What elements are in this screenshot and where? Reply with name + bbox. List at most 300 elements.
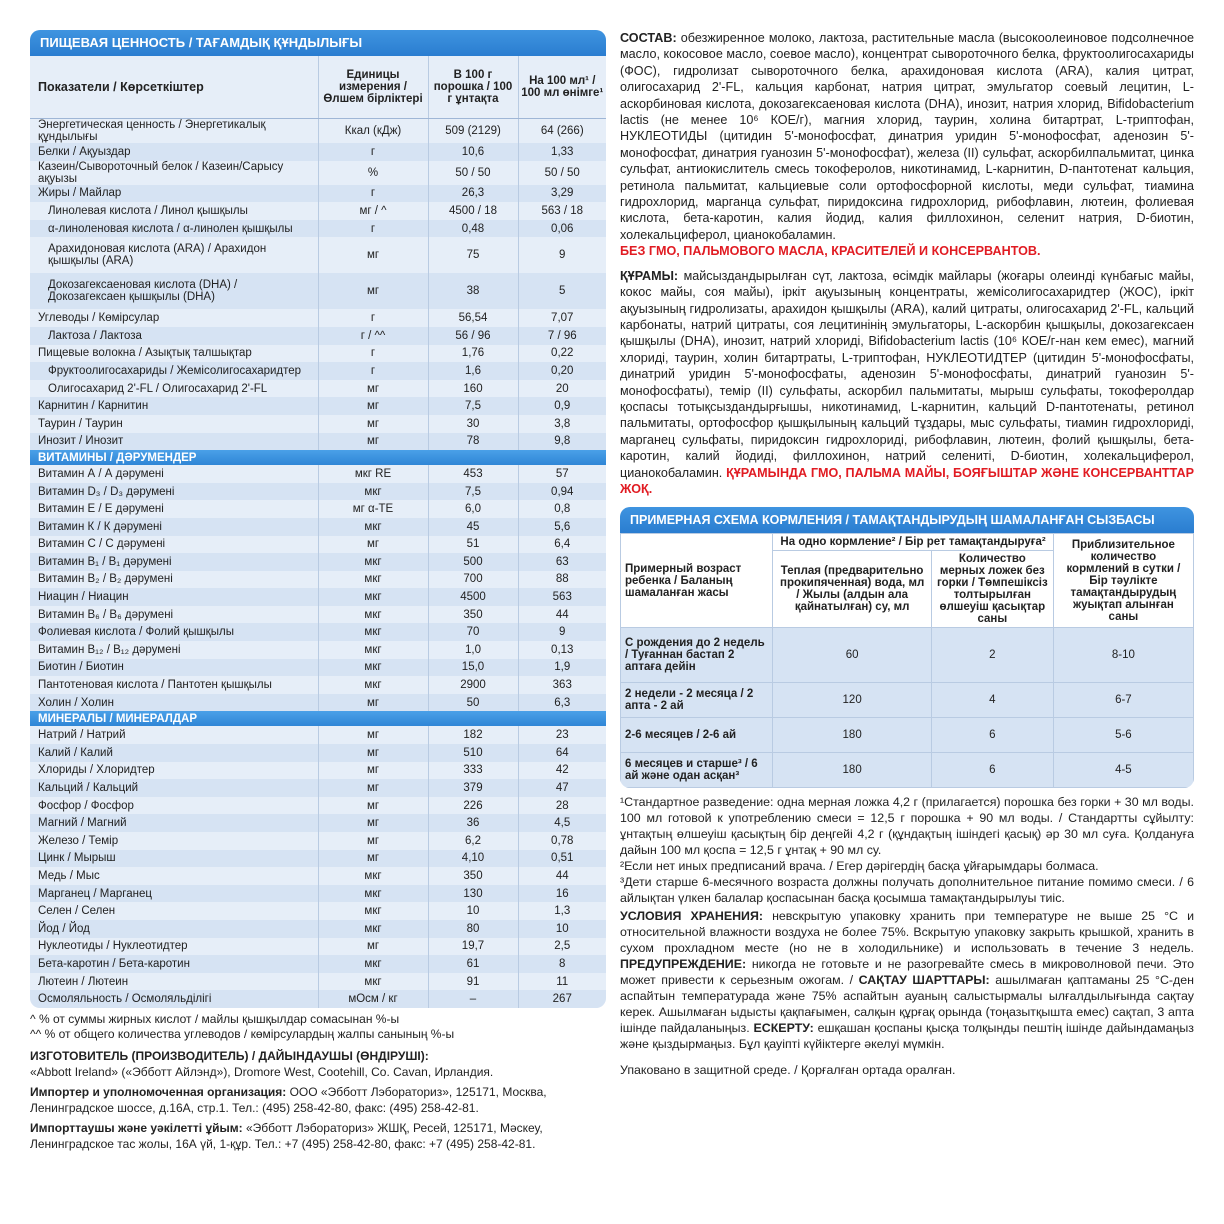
nutrition-row	[30, 380, 606, 398]
feed-spoons: 4	[931, 683, 1053, 718]
nutrient-name: Витамин B₂ / B₂ дәрумені	[38, 573, 173, 586]
nutrient-per100g: 4500 / 18	[428, 202, 518, 220]
nutrition-row	[30, 623, 606, 641]
nutrient-name: Йод / Йод	[30, 920, 318, 938]
nutrient-per100ml: 363	[518, 676, 606, 694]
minerals-section-label: МИНЕРАЛЫ / МИНЕРАЛДАР	[30, 711, 606, 726]
importer-kz-text: «Эбботт Лэбораториз» ЖШҚ, Ресей, 125171, Мәскеу, Ленинградское тас жолы, 16А үй, 1-құр. Тел.: +7 (495) 258-42-80, факс: +7 (495) 258-42-81.	[30, 1120, 543, 1151]
nutrient-per100g: 1,76	[428, 345, 518, 363]
header-per100ml: На 100 мл¹ / 100 мл өнімге¹	[518, 56, 606, 119]
nutrition-row	[30, 762, 606, 780]
note-fatty-acids: ^ % от суммы жирных кислот / майлы қышқылдар сомасынан %-ы	[30, 1011, 400, 1026]
nutrition-row	[30, 885, 606, 903]
header-unit: Единицы измерения / Өлшем бірліктері	[318, 56, 428, 119]
nutrient-unit: мг / ^	[318, 202, 428, 220]
importer-kz-label: Импорттаушы және уәкілетті ұйым:	[30, 1120, 243, 1135]
storage-kz-text: ашылмаған қаптаманы 25 °С-ден аспайтын температурада және 75% аспайтын ауаның салыстырмалы ылғалдылығында сақтау керек. Ашылмаған ыдысты қақпағымен, салқын құрғақ орында (тоңазытқышта емес) сақтап, 3 апта ішінде пайдаланыңыз.	[620, 973, 1194, 1036]
nutrient-unit: мг	[318, 797, 428, 815]
composition-ru-label: СОСТАВ:	[620, 31, 677, 45]
nutrient-per100ml: 0,13	[518, 641, 606, 659]
nutrient-per100ml: 10	[518, 920, 606, 938]
nutrition-row	[30, 143, 606, 161]
nutrient-unit: мг	[318, 814, 428, 832]
nutrient-per100ml: 1,3	[518, 902, 606, 920]
nutrient-per100ml: 4,5	[518, 814, 606, 832]
nutrition-body	[30, 119, 606, 1008]
nutrient-per100g: 130	[428, 885, 518, 903]
feed-header-age: Примерный возраст ребенка / Баланың шамаланған жасы	[621, 534, 773, 628]
nutrient-per100ml: 64	[518, 744, 606, 762]
nutrition-row	[30, 867, 606, 885]
nutrient-unit: мкг	[318, 902, 428, 920]
nutrient-per100g: 51	[428, 536, 518, 554]
nutrition-row	[30, 694, 606, 712]
feed-header-one: На одно кормление² / Бір рет тамақтандыруға²	[773, 534, 1053, 551]
nutrient-name: Витамин B₆ / B₆ дәрумені	[38, 608, 174, 621]
nutrient-per100ml: 0,94	[518, 483, 606, 501]
nutrient-name: Осмоляльность / Осмоляльділігі	[30, 990, 318, 1008]
nutrition-row	[30, 161, 606, 185]
nutrition-row	[30, 814, 606, 832]
nutrient-per100ml: 28	[518, 797, 606, 815]
nutrient-unit: мг	[318, 433, 428, 451]
composition-kz	[620, 268, 1194, 498]
nutrient-per100g: 19,7	[428, 938, 518, 956]
feeding-row	[621, 718, 1194, 753]
vitamins-section-label: ВИТАМИНЫ / ДӘРУМЕНДЕР	[30, 450, 606, 465]
feeding-row	[621, 628, 1194, 683]
nutrient-per100g: 56,54	[428, 309, 518, 327]
nutrient-unit: мкг	[318, 955, 428, 973]
nutrient-per100g: 10	[428, 902, 518, 920]
nutrient-per100ml: 0,51	[518, 850, 606, 868]
nutrition-row	[30, 202, 606, 220]
nutrient-per100ml: 23	[518, 726, 606, 744]
importer-ru-text: ООО «Эбботт Лэбораториз», 125171, Москва, Ленинградское шоссе, д.16А, стр.1. Тел.: (495) 258-42-80, факс: (495) 258-42-81.	[30, 1084, 547, 1115]
nutrition-row	[30, 397, 606, 415]
nutrient-per100g: 6,2	[428, 832, 518, 850]
composition-kz-warning: ҚҰРАМЫНДА ГМО, ПАЛЬМА МАЙЫ, БОЯҒЫШТАР ЖӘНЕ КОНСЕРВАНТТАР ЖОҚ.	[620, 465, 1194, 496]
nutrient-per100g: 226	[428, 797, 518, 815]
nutrient-name: Ниацин / Ниацин	[30, 588, 318, 606]
nutrient-per100ml: 5	[518, 273, 606, 309]
nutrient-name: Арахидоновая кислота (ARA) / Арахидон қышқылы (ARA)	[48, 243, 267, 268]
nutrient-unit: мкг	[318, 588, 428, 606]
nutrient-unit: мг	[318, 832, 428, 850]
nutrient-name: Витамин B₁ / B₁ дәрумені	[30, 553, 318, 571]
nutrient-per100g: 75	[428, 237, 518, 273]
nutrient-unit: мг	[318, 726, 428, 744]
nutrition-row	[30, 676, 606, 694]
feed-water: 120	[773, 683, 931, 718]
nutrient-unit: мкг	[318, 606, 428, 624]
nutrient-unit: мкг	[318, 973, 428, 991]
right-column	[620, 30, 1194, 1078]
vitamins-section	[30, 450, 606, 465]
nutrient-per100ml: 7 / 96	[518, 327, 606, 345]
nutrient-name: Энергетическая ценность / Энергетикалық құндылығы	[38, 119, 266, 143]
nutrient-per100ml: 7,07	[518, 309, 606, 327]
nutrient-unit: мкг	[318, 553, 428, 571]
nutrition-row	[30, 220, 606, 238]
nutrient-per100ml: 0,8	[518, 500, 606, 518]
nutrient-name: Марганец / Марганец	[30, 885, 318, 903]
feed-count: 4-5	[1053, 753, 1193, 788]
nutrient-per100g: 1,0	[428, 641, 518, 659]
nutrient-name: Казеин/Сывороточный белок / Казеин/Сарысу ақуызы	[38, 160, 284, 185]
nutrient-name: Калий / Калий	[30, 744, 318, 762]
nutrient-per100ml: 47	[518, 779, 606, 797]
nutrition-title: ПИЩЕВАЯ ЦЕННОСТЬ / ТАҒАМДЫҚ ҚҰНДЫЛЫҒЫ	[30, 30, 606, 56]
nutrient-per100ml: 267	[518, 990, 606, 1008]
nutrient-per100ml: 0,20	[518, 362, 606, 380]
nutrient-unit: мг	[318, 380, 428, 398]
nutrition-row	[30, 273, 606, 309]
composition-ru-warning: БЕЗ ГМО, ПАЛЬМОВОГО МАСЛА, КРАСИТЕЛЕЙ И КОНСЕРВАНТОВ.	[620, 244, 1041, 259]
nutrition-row	[30, 553, 606, 571]
nutrition-row	[30, 536, 606, 554]
nutrition-row	[30, 990, 606, 1008]
nutrient-unit: мкг	[318, 867, 428, 885]
nutrient-name: Витамин D₃ / D₃ дәрумені	[30, 483, 318, 501]
nutrient-per100g: 0,48	[428, 220, 518, 238]
nutrient-name: Нуклеотиды / Нуклеотидтер	[38, 940, 188, 953]
feed-spoons: 6	[931, 753, 1053, 788]
feed-spoons: 6	[931, 718, 1053, 753]
nutrient-name: Витамин Е / Е дәрумені	[38, 503, 164, 516]
nutrient-name: Натрий / Натрий	[38, 729, 126, 742]
nutrition-row	[30, 920, 606, 938]
composition-kz-label: ҚҰРАМЫ:	[620, 268, 679, 283]
nutrient-name: Олигосахарид 2'-FL / Олигосахарид 2'-FL	[48, 382, 268, 395]
nutrient-unit: мг	[318, 744, 428, 762]
nutrient-name: Белки / Ақуыздар	[30, 143, 318, 161]
nutrient-unit: мкг RE	[318, 465, 428, 483]
nutrient-per100ml: 2,5	[518, 938, 606, 956]
nutrition-row	[30, 571, 606, 589]
feed-age: 2 недели - 2 месяца / 2 апта - 2 ай	[621, 683, 773, 718]
nutrient-unit: %	[318, 161, 428, 185]
nutrient-name: Медь / Мыс	[38, 869, 100, 882]
nutrient-per100g: 509 (2129)	[428, 119, 518, 144]
importer-kz	[30, 1120, 606, 1152]
nutrient-per100g: 7,5	[428, 397, 518, 415]
nutrition-row	[30, 832, 606, 850]
nutrition-row	[30, 518, 606, 536]
nutrient-per100ml: 9	[518, 237, 606, 273]
nutrient-unit: мОсм / кг	[318, 990, 428, 1008]
nutrient-per100ml: 0,78	[518, 832, 606, 850]
nutrient-unit: мг	[318, 536, 428, 554]
nutrient-per100g: 45	[428, 518, 518, 536]
feeding-row	[621, 753, 1194, 788]
feed-water: 60	[773, 628, 931, 683]
footnote-2: ²Если нет иных предписаний врача. / Егер дәрігердің басқа ұйғарымдары болмаса.	[620, 859, 1099, 874]
feed-spoons: 2	[931, 628, 1053, 683]
nutrient-per100g: 15,0	[428, 659, 518, 677]
nutrient-per100g: 4,10	[428, 850, 518, 868]
feeding-title: ПРИМЕРНАЯ СХЕМА КОРМЛЕНИЯ / ТАМАҚТАНДЫРУДЫҢ ШАМАЛАНҒАН СЫЗБАСЫ	[620, 507, 1194, 533]
nutrient-unit: мг	[318, 273, 428, 309]
nutrition-row	[30, 500, 606, 518]
nutrient-per100g: 379	[428, 779, 518, 797]
nutrient-name: Докозагексаеновая кислота (DHA) / Докозагексаен қышқылы (DHA)	[30, 273, 318, 309]
nutrient-name: Магний / Магний	[30, 814, 318, 832]
nutrient-per100ml: 0,9	[518, 397, 606, 415]
nutrient-name: Карнитин / Карнитин	[30, 397, 318, 415]
nutrient-per100g: 30	[428, 415, 518, 433]
nutrient-unit: г	[318, 345, 428, 363]
nutrient-per100g: 350	[428, 867, 518, 885]
nutrition-row	[30, 465, 606, 483]
feed-count: 6-7	[1053, 683, 1193, 718]
nutrient-per100g: 80	[428, 920, 518, 938]
nutrient-per100ml: 8	[518, 955, 606, 973]
nutrition-row	[30, 973, 606, 991]
nutrient-per100ml: 9	[518, 623, 606, 641]
nutrition-row	[30, 327, 606, 345]
nutrient-name: Пантотеновая кислота / Пантотен қышқылы	[38, 679, 272, 692]
nutrition-row	[30, 779, 606, 797]
nutrient-per100ml: 16	[518, 885, 606, 903]
nutrition-row	[30, 659, 606, 677]
nutrient-name: Хлориды / Хлоридтер	[38, 764, 155, 777]
nutrient-unit: мкг	[318, 641, 428, 659]
nutrient-per100ml: 63	[518, 553, 606, 571]
nutrient-per100g: 50	[428, 694, 518, 712]
feed-age: 2-6 месяцев / 2-6 ай	[621, 718, 773, 753]
nutrient-per100g: 38	[428, 273, 518, 309]
nutrient-per100ml: 42	[518, 762, 606, 780]
nutrient-name: Витамин К / К дәрумені	[30, 518, 318, 536]
feeding-body	[621, 628, 1194, 788]
nutrient-per100ml: 1,9	[518, 659, 606, 677]
nutrient-per100ml: 563 / 18	[518, 202, 606, 220]
nutrient-per100g: 4500	[428, 588, 518, 606]
nutrition-row	[30, 433, 606, 451]
nutrition-row	[30, 345, 606, 363]
nutrient-per100ml: 1,33	[518, 143, 606, 161]
nutrient-per100g: 78	[428, 433, 518, 451]
packed-note: Упаковано в защитной среде. / Қорғалған ортада оралған.	[620, 1063, 956, 1078]
nutrient-per100g: 50 / 50	[428, 161, 518, 185]
nutrient-per100g: 333	[428, 762, 518, 780]
footnote-1: ¹Стандартное разведение: одна мерная ложка 4,2 г (прилагается) порошка без горки + 30 мл воды. 100 мл готовой к употреблению смеси = 12,5 г порошка + 90 мл воды. / Стандартты сұйылту: ұнтақтың өлшеуіш қасықтың бір деңгейі 4,2 г (құндақтың ішіндегі қасық) әр 30 мл суға. Қолдануға дайын 100 мл қоспа = 12,5 г ұнтақ + 90 мл су.	[620, 795, 1194, 858]
nutrient-per100ml: 3,8	[518, 415, 606, 433]
feed-count: 5-6	[1053, 718, 1193, 753]
storage-block	[620, 908, 1194, 1052]
composition-ru	[620, 30, 1194, 260]
nutrient-name: Таурин / Таурин	[38, 417, 123, 430]
nutrient-name: α-линоленовая кислота / α-линолен қышқылы	[30, 220, 318, 238]
nutrient-name: Лютеин / Лютеин	[38, 975, 129, 988]
nutrition-row	[30, 483, 606, 501]
nutrient-unit: мкг	[318, 676, 428, 694]
composition-kz-text: майсыздандырылған сүт, лактоза, өсімдік майлары (жоғары олеинді күнбағыс майы, кокос майы, соя майы), іркіт ақуызының концентраты, жемісолигосахаридтер (ЖОС), іркіт ақуызының гидролизаты, арахидон қышқылы (ARA), калий цитраты, олигосахарид 2'-FL, кальций карбонаты, натрий цитраты, соя лецитинінің эмульгаторы, L-аскорбин қышқылы, докозагексаен қышқылы (DHA), инозит, натрий хлориді, Bifidobacterium lactis (10⁶ КОЕ/г-нан кем емес), магний хлориді, таурин, холин битартраты, L-триптофан, НУКЛЕОТИДТЕР (цитидин 5'-монофосфаты, динатрий уридин 5'-монофосфаты, аденозин 5'-монофосфаты, динатрий гуанозин 5'-монофосфаты), темір (II) сульфаты, аскорбил пальмитаты, мырыш сульфаты, токоферолдар қоспасы тотықсыздандырғышы, никотинамид, L-карнитин, кальций D-пантотенаты, ретинол пальмитаты, ортофосфор қышқылының кальций тұздары, мыс сульфаты, тиамин гидрохлориді, марганец сульфаты, пиридоксин гидрохлориді, рибофлавин, лютеин, фолий қышқылы, бета-каротин, калий йодиді, филлохинон, натрий селениті, D-биотин, холекальциферол, цианокобаламин.	[620, 268, 1194, 480]
nutrient-name: Железо / Темір	[38, 834, 119, 847]
nutrient-per100ml: 0,06	[518, 220, 606, 238]
nutrition-row	[30, 744, 606, 762]
nutrition-row	[30, 955, 606, 973]
feed-water: 180	[773, 753, 931, 788]
header-per100g: В 100 г порошка / 100 г ұнтақта	[428, 56, 518, 119]
nutrition-row	[30, 588, 606, 606]
feed-count: 8-10	[1053, 628, 1193, 683]
nutrient-name: Кальций / Кальций	[30, 779, 318, 797]
footnotes	[620, 794, 1194, 1078]
nutrition-table	[30, 56, 606, 1008]
nutrition-row	[30, 606, 606, 624]
feed-header-spoons: Количество мерных ложек без горки / Төмпешіксіз толтырылған өлшеуіш қасықтар саны	[931, 551, 1053, 628]
nutrient-name: Жиры / Майлар	[30, 185, 318, 203]
nutrient-per100ml: 11	[518, 973, 606, 991]
nutrition-row	[30, 902, 606, 920]
nutrient-unit: г	[318, 220, 428, 238]
nutrient-unit: мкг	[318, 920, 428, 938]
nutrient-per100ml: 9,8	[518, 433, 606, 451]
nutrient-name: Цинк / Мырыш	[30, 850, 318, 868]
nutrient-unit: г	[318, 362, 428, 380]
nutrient-name: Лактоза / Лактоза	[30, 327, 318, 345]
nutrient-unit: г	[318, 185, 428, 203]
importer-ru-label: Импортер и уполномоченная организация:	[30, 1084, 287, 1099]
nutrient-unit: Ккал (кДж)	[318, 119, 428, 144]
composition-ru-text: обезжиренное молоко, лактоза, растительные масла (высокоолеиновое подсолнечное масло, кокосовое масло, соевое масло), концентрат сывороточного белка, фруктоолигосахариды (ФОС), гидролизат сывороточного белка, арахидоновая кислота (ARA), калия цитрат, олигосахарид 2'-FL, кальция карбонат, натрия цитрат, эмульгатор соевый лецитин, L-аскорбиновая кислота, докозагексаеновая кислота (DHA), инозит, натрия хлорид, Bifidobacterium lactis (не менее 10⁶ КОЕ/г), магния хлорид, таурин, холина битартрат, L-триптофан, НУКЛЕОТИДЫ (цитидин 5'-монофосфат, динатрия уридин 5'-монофосфат, аденозин 5'-монофосфат, динатрия гуанозин 5'-монофосфат), железа (II) сульфат, аскорбилпальмитат, цинка сульфат, антиокислитель смесь токоферолов, никотинамид, L-карнитин, D-пантотенат кальция, ретинола пальмитат, кальциевые соли ортофосфорной кислоты, меди сульфат, тиамина гидрохлорид, марганца сульфат, пиридоксина гидрохлорид, рибофлавин, лютеин, фолиевая кислота, бета-каротин, калия йодид, калия филлохинон, селенит натрия, D-биотин, холекальциферол, цианокобаламин.	[620, 31, 1194, 242]
nutrient-per100g: 1,6	[428, 362, 518, 380]
nutrient-per100g: 56 / 96	[428, 327, 518, 345]
nutrition-row	[30, 237, 606, 273]
warning-kz-label: ЕСКЕРТУ:	[753, 1021, 814, 1036]
feeding-panel	[620, 507, 1194, 788]
nutrition-row	[30, 641, 606, 659]
nutrition-row	[30, 850, 606, 868]
nutrition-row	[30, 119, 606, 144]
nutrient-name: Фосфор / Фосфор	[38, 799, 134, 812]
nutrient-unit: мг	[318, 850, 428, 868]
nutrient-per100ml: 6,4	[518, 536, 606, 554]
footnote-3: ³Дети старше 6-месячного возраста должны получать дополнительное питание помимо смеси. / 6 айлықтан үлкен балалар қоспасынан басқа қосымша тамақтандырылуы тиіс.	[620, 875, 1194, 906]
feed-age: С рождения до 2 недель / Туғаннан бастап 2 аптаға дейін	[621, 628, 773, 683]
nutrition-row	[30, 309, 606, 327]
nutrient-per100g: 61	[428, 955, 518, 973]
manufacturer-title: ИЗГОТОВИТЕЛЬ (ПРОИЗВОДИТЕЛЬ) / ДАЙЫНДАУШЫ (ӨНДІРУШІ):	[30, 1048, 429, 1063]
nutrient-per100g: 182	[428, 726, 518, 744]
nutrient-unit: г	[318, 309, 428, 327]
nutrient-unit: мкг	[318, 885, 428, 903]
nutrient-unit: мкг	[318, 623, 428, 641]
feed-header-water: Теплая (предварительно прокипяченная) вода, мл / Жылы (алдын ала қайнатылған) су, мл	[773, 551, 931, 628]
nutrient-per100ml: 88	[518, 571, 606, 589]
warning-kz-text: ешқашан қоспаны қысқа толқынды пештің ішінде дайындамаңыз және қыздырмаңыз. Бұл қауіпті күйіктерге әкелуі мүмкін.	[620, 1021, 1194, 1052]
nutrient-per100g: 2900	[428, 676, 518, 694]
storage-label: УСЛОВИЯ ХРАНЕНИЯ:	[620, 909, 763, 924]
nutrient-name: Витамин B₁₂ / B₁₂ дәрумені	[38, 643, 181, 656]
nutrient-per100g: 36	[428, 814, 518, 832]
nutrient-unit: мкг	[318, 483, 428, 501]
nutrient-per100g: 453	[428, 465, 518, 483]
nutrient-unit: мкг	[318, 571, 428, 589]
header-indicator: Показатели / Көрсеткіштер	[30, 56, 318, 119]
nutrient-per100ml: 5,6	[518, 518, 606, 536]
left-column	[30, 30, 606, 1152]
nutrient-name: Бета-каротин / Бета-каротин	[30, 955, 318, 973]
nutrient-per100g: 350	[428, 606, 518, 624]
nutrient-per100ml: 44	[518, 867, 606, 885]
nutrient-name: Селен / Селен	[38, 905, 116, 918]
note-carbs: ^^ % от общего количества углеводов / көмірсулардың жалпы санының %-ы	[30, 1026, 455, 1041]
nutrition-row	[30, 415, 606, 433]
nutrient-name: Пищевые волокна / Азықтық талшықтар	[38, 347, 252, 360]
feed-age: 6 месяцев и старше³ / 6 ай және одан асқан³	[621, 753, 773, 788]
nutrient-per100g: 510	[428, 744, 518, 762]
nutrient-unit: мкг	[318, 518, 428, 536]
nutrition-row	[30, 726, 606, 744]
nutrient-per100g: 91	[428, 973, 518, 991]
nutrient-per100ml: 563	[518, 588, 606, 606]
nutrient-per100ml: 0,22	[518, 345, 606, 363]
storage-kz-label: САҚТАУ ШАРТТАРЫ:	[858, 973, 990, 988]
feeding-table	[620, 533, 1194, 788]
nutrient-unit: мг	[318, 779, 428, 797]
manufacturer-text: «Abbott Ireland» («Эбботт Айлэнд»), Dromore West, Cootehill, Co. Cavan, Ирландия.	[30, 1064, 494, 1079]
feed-water: 180	[773, 718, 931, 753]
nutrient-name: Линолевая кислота / Линол қышқылы	[48, 204, 248, 217]
nutrient-per100g: 26,3	[428, 185, 518, 203]
nutrient-per100ml: 50 / 50	[518, 161, 606, 185]
nutrient-name: Витамин А / А дәрумені	[38, 467, 164, 480]
nutrient-per100ml: 20	[518, 380, 606, 398]
nutrient-unit: мкг	[318, 659, 428, 677]
nutrient-name: Витамин С / С дәрумені	[38, 538, 166, 551]
nutrition-row	[30, 938, 606, 956]
nutrient-name: Биотин / Биотин	[30, 659, 318, 677]
nutrient-name: Фруктоолигосахариды / Жемісолигосахаридтер	[30, 362, 318, 380]
nutrient-unit: г	[318, 143, 428, 161]
nutrient-name: Холин / Холин	[30, 694, 318, 712]
nutrient-per100ml: 64 (266)	[518, 119, 606, 144]
nutrient-per100g: –	[428, 990, 518, 1008]
nutrient-per100g: 70	[428, 623, 518, 641]
feed-header-count: Приблизительное количество кормлений в сутки / Бір тәулікте тамақтандырудың жуықтап алынған саны	[1053, 534, 1193, 628]
importer-ru	[30, 1084, 606, 1116]
nutrient-per100g: 6,0	[428, 500, 518, 518]
warning-label: ПРЕДУПРЕЖДЕНИЕ:	[620, 957, 747, 972]
feeding-row	[621, 683, 1194, 718]
nutrient-per100g: 10,6	[428, 143, 518, 161]
nutrient-per100ml: 3,29	[518, 185, 606, 203]
nutrient-per100g: 7,5	[428, 483, 518, 501]
nutrient-per100g: 160	[428, 380, 518, 398]
nutrient-per100ml: 44	[518, 606, 606, 624]
nutrient-unit: мг	[318, 237, 428, 273]
nutrition-row	[30, 185, 606, 203]
nutrition-row	[30, 797, 606, 815]
storage-text: невскрытую упаковку хранить при температуре не выше 25 °С и относительной влажности воздуха не более 75%. Вскрытую упаковку закрыть крышкой, хранить в сухом прохладном месте (но не в холодильнике) и использовать в течение 3 недель.	[620, 909, 1194, 956]
nutrient-per100ml: 6,3	[518, 694, 606, 712]
nutrient-name: Углеводы / Көмірсулар	[38, 312, 160, 325]
nutrient-unit: мг	[318, 397, 428, 415]
nutrient-per100g: 700	[428, 571, 518, 589]
nutrient-name: Инозит / Инозит	[30, 433, 318, 451]
nutrient-name: Фолиевая кислота / Фолий қышқылы	[30, 623, 318, 641]
nutrient-unit: мг	[318, 694, 428, 712]
nutrient-unit: мг	[318, 762, 428, 780]
nutrient-unit: мг α-ТЕ	[318, 500, 428, 518]
table-notes	[30, 1012, 606, 1042]
nutrient-unit: мг	[318, 938, 428, 956]
nutrient-per100g: 500	[428, 553, 518, 571]
nutrient-per100ml: 57	[518, 465, 606, 483]
